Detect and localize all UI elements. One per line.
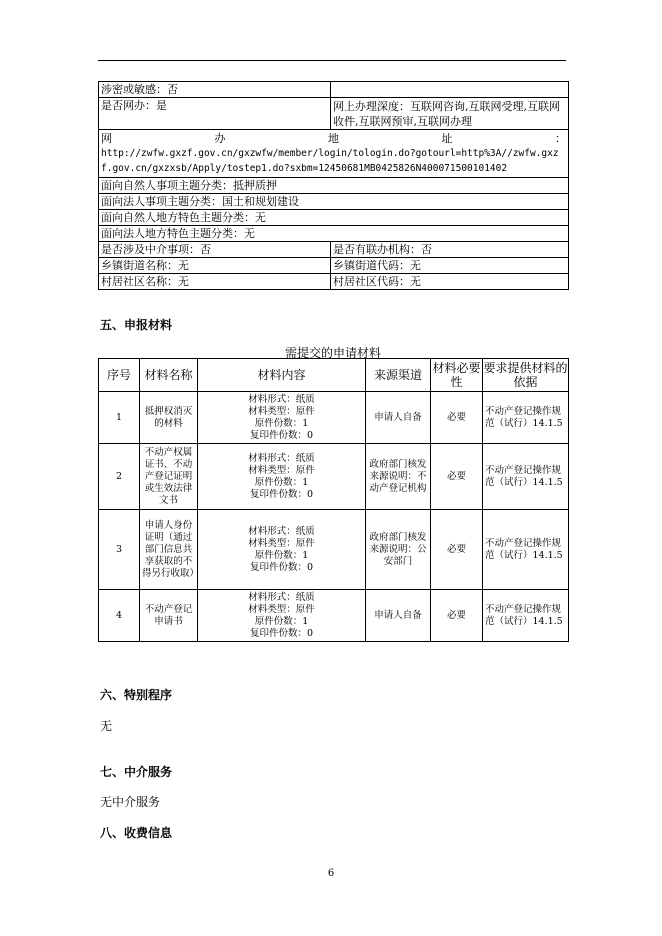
row-no: 1 — [99, 392, 140, 444]
online-url[interactable]: http://zwfw.gxzf.gov.cn/gxzwfw/member/login/tologin.do?gotourl=http%3A//zwfw.gxzf.gov.cn/gxzxsb/Apply/tostep1.do?sxbm=12450681MB0425826N400071500101402 — [101, 148, 559, 174]
online-depth-cell: 网上办理深度：互联网咨询,互联网受理,互联网收件,互联网预审,互联网办理 — [331, 98, 569, 130]
header-rule — [98, 60, 566, 61]
row-required: 必要 — [431, 590, 483, 642]
col-header-content: 材料内容 — [198, 359, 366, 392]
row-content: 材料形式：纸质 材料类型：原件 原件份数：1 复印件份数：0 — [198, 510, 366, 590]
section5-heading: 五、申报材料 — [100, 318, 173, 332]
section6-text: 无 — [100, 719, 113, 733]
row-no: 2 — [99, 444, 140, 510]
empty-cell — [331, 82, 569, 98]
materials-header-row — [99, 359, 569, 392]
row-basis: 不动产登记操作规范（试行）14.1.5 — [483, 444, 569, 510]
section6-heading: 六、特别程序 — [100, 688, 173, 702]
intermediary-cell: 是否涉及中介事项：否 — [99, 242, 331, 258]
table-row — [99, 392, 569, 444]
materials-table — [98, 358, 569, 642]
section7-heading: 七、中介服务 — [100, 765, 173, 779]
row-content: 材料形式：纸质 材料类型：原件 原件份数：1 复印件份数：0 — [198, 392, 366, 444]
online-url-cell — [99, 130, 569, 178]
table-row — [99, 444, 569, 510]
legal-theme-cell: 面向法人事项主题分类：国土和规划建设 — [99, 194, 569, 210]
row-basis: 不动产登记操作规范（试行）14.1.5 — [483, 590, 569, 642]
street-name-cell: 乡镇街道名称：无 — [99, 258, 331, 274]
row-source: 申请人自备 — [366, 590, 431, 642]
online-cell: 是否网办：是 — [99, 98, 331, 130]
row-name: 不动产登记申请书 — [140, 590, 198, 642]
table-row — [99, 590, 569, 642]
url-label: 网 办 地 址 ： — [101, 132, 566, 145]
row-required: 必要 — [431, 444, 483, 510]
row-source: 政府部门核发来源说明：不动产登记机构 — [366, 444, 431, 510]
row-no: 4 — [99, 590, 140, 642]
section7-text: 无中介服务 — [100, 795, 161, 809]
page-number: 6 — [327, 868, 335, 879]
legal-local-cell: 面向法人地方特色主题分类：无 — [99, 226, 569, 242]
row-basis: 不动产登记操作规范（试行）14.1.5 — [483, 392, 569, 444]
street-code-cell: 乡镇街道代码：无 — [331, 258, 569, 274]
natural-local-cell: 面向自然人地方特色主题分类：无 — [99, 210, 569, 226]
joint-office-cell: 是否有联办机构：否 — [331, 242, 569, 258]
col-header-no: 序号 — [99, 359, 140, 392]
village-name-cell: 村居社区名称：无 — [99, 274, 331, 290]
materials-caption: 需提交的申请材料 — [284, 346, 381, 360]
row-name: 不动产权属证书、不动产登记证明或生效法律文书 — [140, 444, 198, 510]
col-header-source: 来源渠道 — [366, 359, 431, 392]
natural-theme-cell: 面向自然人事项主题分类：抵押质押 — [99, 178, 569, 194]
row-name: 抵押权消灭的材料 — [140, 392, 198, 444]
col-header-name: 材料名称 — [140, 359, 198, 392]
village-code-cell: 村居社区代码：无 — [331, 274, 569, 290]
table-row — [99, 510, 569, 590]
row-required: 必要 — [431, 392, 483, 444]
secret-cell: 涉密或敏感：否 — [99, 82, 331, 98]
row-content: 材料形式：纸质 材料类型：原件 原件份数：1 复印件份数：0 — [198, 444, 366, 510]
section8-heading: 八、收费信息 — [100, 826, 173, 840]
row-no: 3 — [99, 510, 140, 590]
row-basis: 不动产登记操作规范（试行）14.1.5 — [483, 510, 569, 590]
row-required: 必要 — [431, 510, 483, 590]
row-source: 申请人自备 — [366, 392, 431, 444]
row-name: 申请人身份证明（通过部门信息共享获取的不得另行收取） — [140, 510, 198, 590]
row-source: 政府部门核发来源说明：公安部门 — [366, 510, 431, 590]
item-info-table — [98, 81, 569, 290]
col-header-required: 材料必要性 — [431, 359, 483, 392]
col-header-basis: 要求提供材料的依据 — [483, 359, 569, 392]
row-content: 材料形式：纸质 材料类型：原件 原件份数：1 复印件份数：0 — [198, 590, 366, 642]
